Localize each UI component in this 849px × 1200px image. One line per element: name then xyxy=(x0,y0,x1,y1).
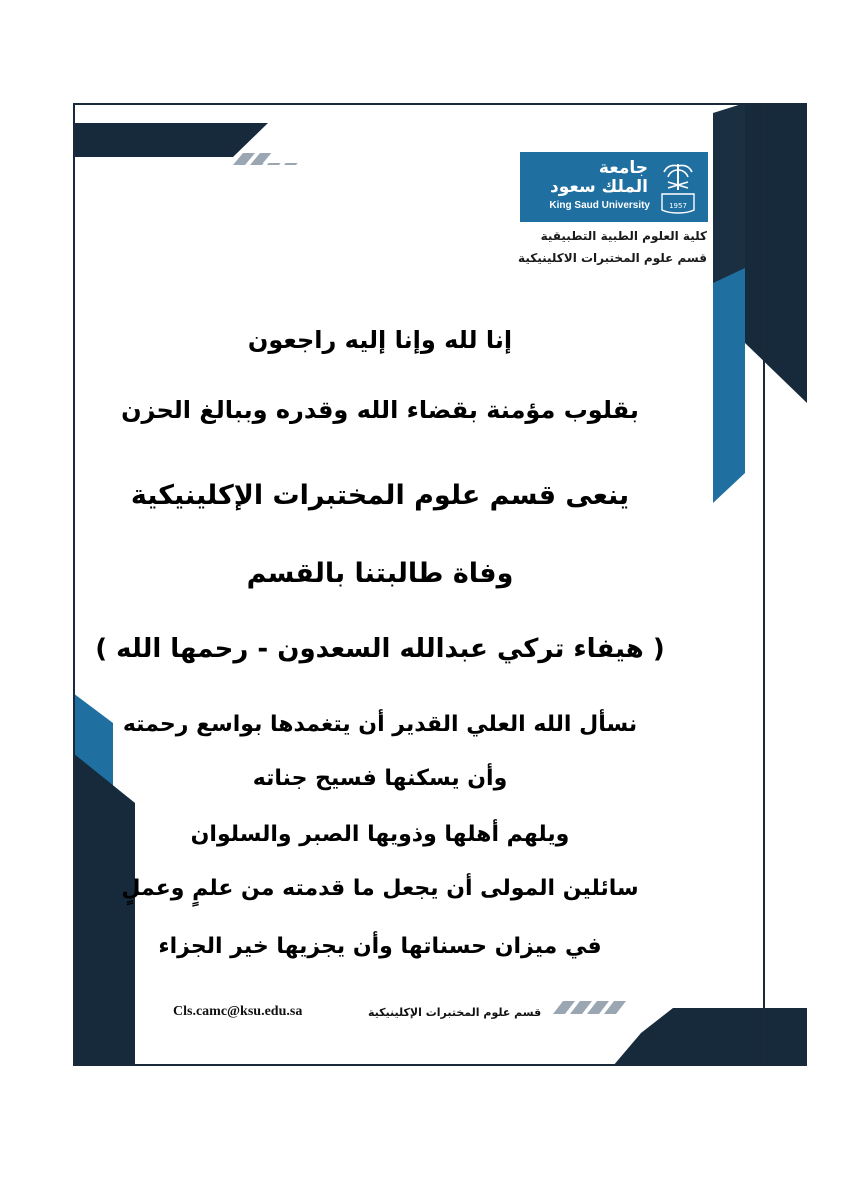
prayer-line-2: وأن يسكنها فسيح جناته xyxy=(252,766,508,791)
left-navy-bar xyxy=(73,753,135,1066)
condolence-line-4: وفاة طالبتنا بالقسم xyxy=(246,558,514,589)
prayer-line-3: ويلهم أهلها وذويها الصبر والسلوان xyxy=(190,822,570,847)
logo-arabic-line1: جامعة xyxy=(598,158,648,178)
footer-department: قسم علوم المختبرات الإكلينيكية xyxy=(368,1006,542,1019)
prayer-line-5: في ميزان حسناتها وأن يجزيها خير الجزاء xyxy=(158,934,602,959)
prayer-line-1: نسأل الله العلي القدير أن يتغمدها بواسع رحمته xyxy=(122,712,638,737)
right-blue-strip xyxy=(713,268,745,503)
deceased-name: ( هيفاء تركي عبدالله السعدون - رحمها الله ) xyxy=(95,634,665,664)
palm-emblem-icon xyxy=(656,158,700,216)
logo-arabic-line2: الملك سعود xyxy=(550,177,648,197)
department-name: قسم علوم المختبرات الاكلينيكية xyxy=(518,251,707,265)
university-logo xyxy=(520,152,708,222)
condolence-line-1: إنا لله وإنا إليه راجعون xyxy=(247,326,513,354)
frame-bottom-line xyxy=(73,1064,807,1066)
prayer-line-4: سائلين المولى أن يجعل ما قدمته من علمٍ وعملٍ xyxy=(121,876,639,901)
condolence-line-3: ينعى قسم علوم المختبرات الإكلينيكية xyxy=(130,480,630,511)
condolence-line-2: بقلوب مؤمنة بقضاء الله وقدره وببالغ الحزن xyxy=(121,396,639,424)
footer-email[interactable]: Cls.camc@ksu.edu.sa xyxy=(173,1004,303,1019)
frame-top-line xyxy=(73,103,807,105)
logo-english: King Saud University xyxy=(549,200,650,211)
frame-right-line xyxy=(763,103,765,1066)
frame-left-line xyxy=(73,103,75,1066)
top-left-band xyxy=(73,123,268,157)
bottom-stripes xyxy=(553,1001,626,1014)
college-name: كلية العلوم الطبية التطبيقية xyxy=(540,229,707,243)
logo-year: 1957 xyxy=(669,202,687,210)
right-navy-bar xyxy=(745,103,807,403)
